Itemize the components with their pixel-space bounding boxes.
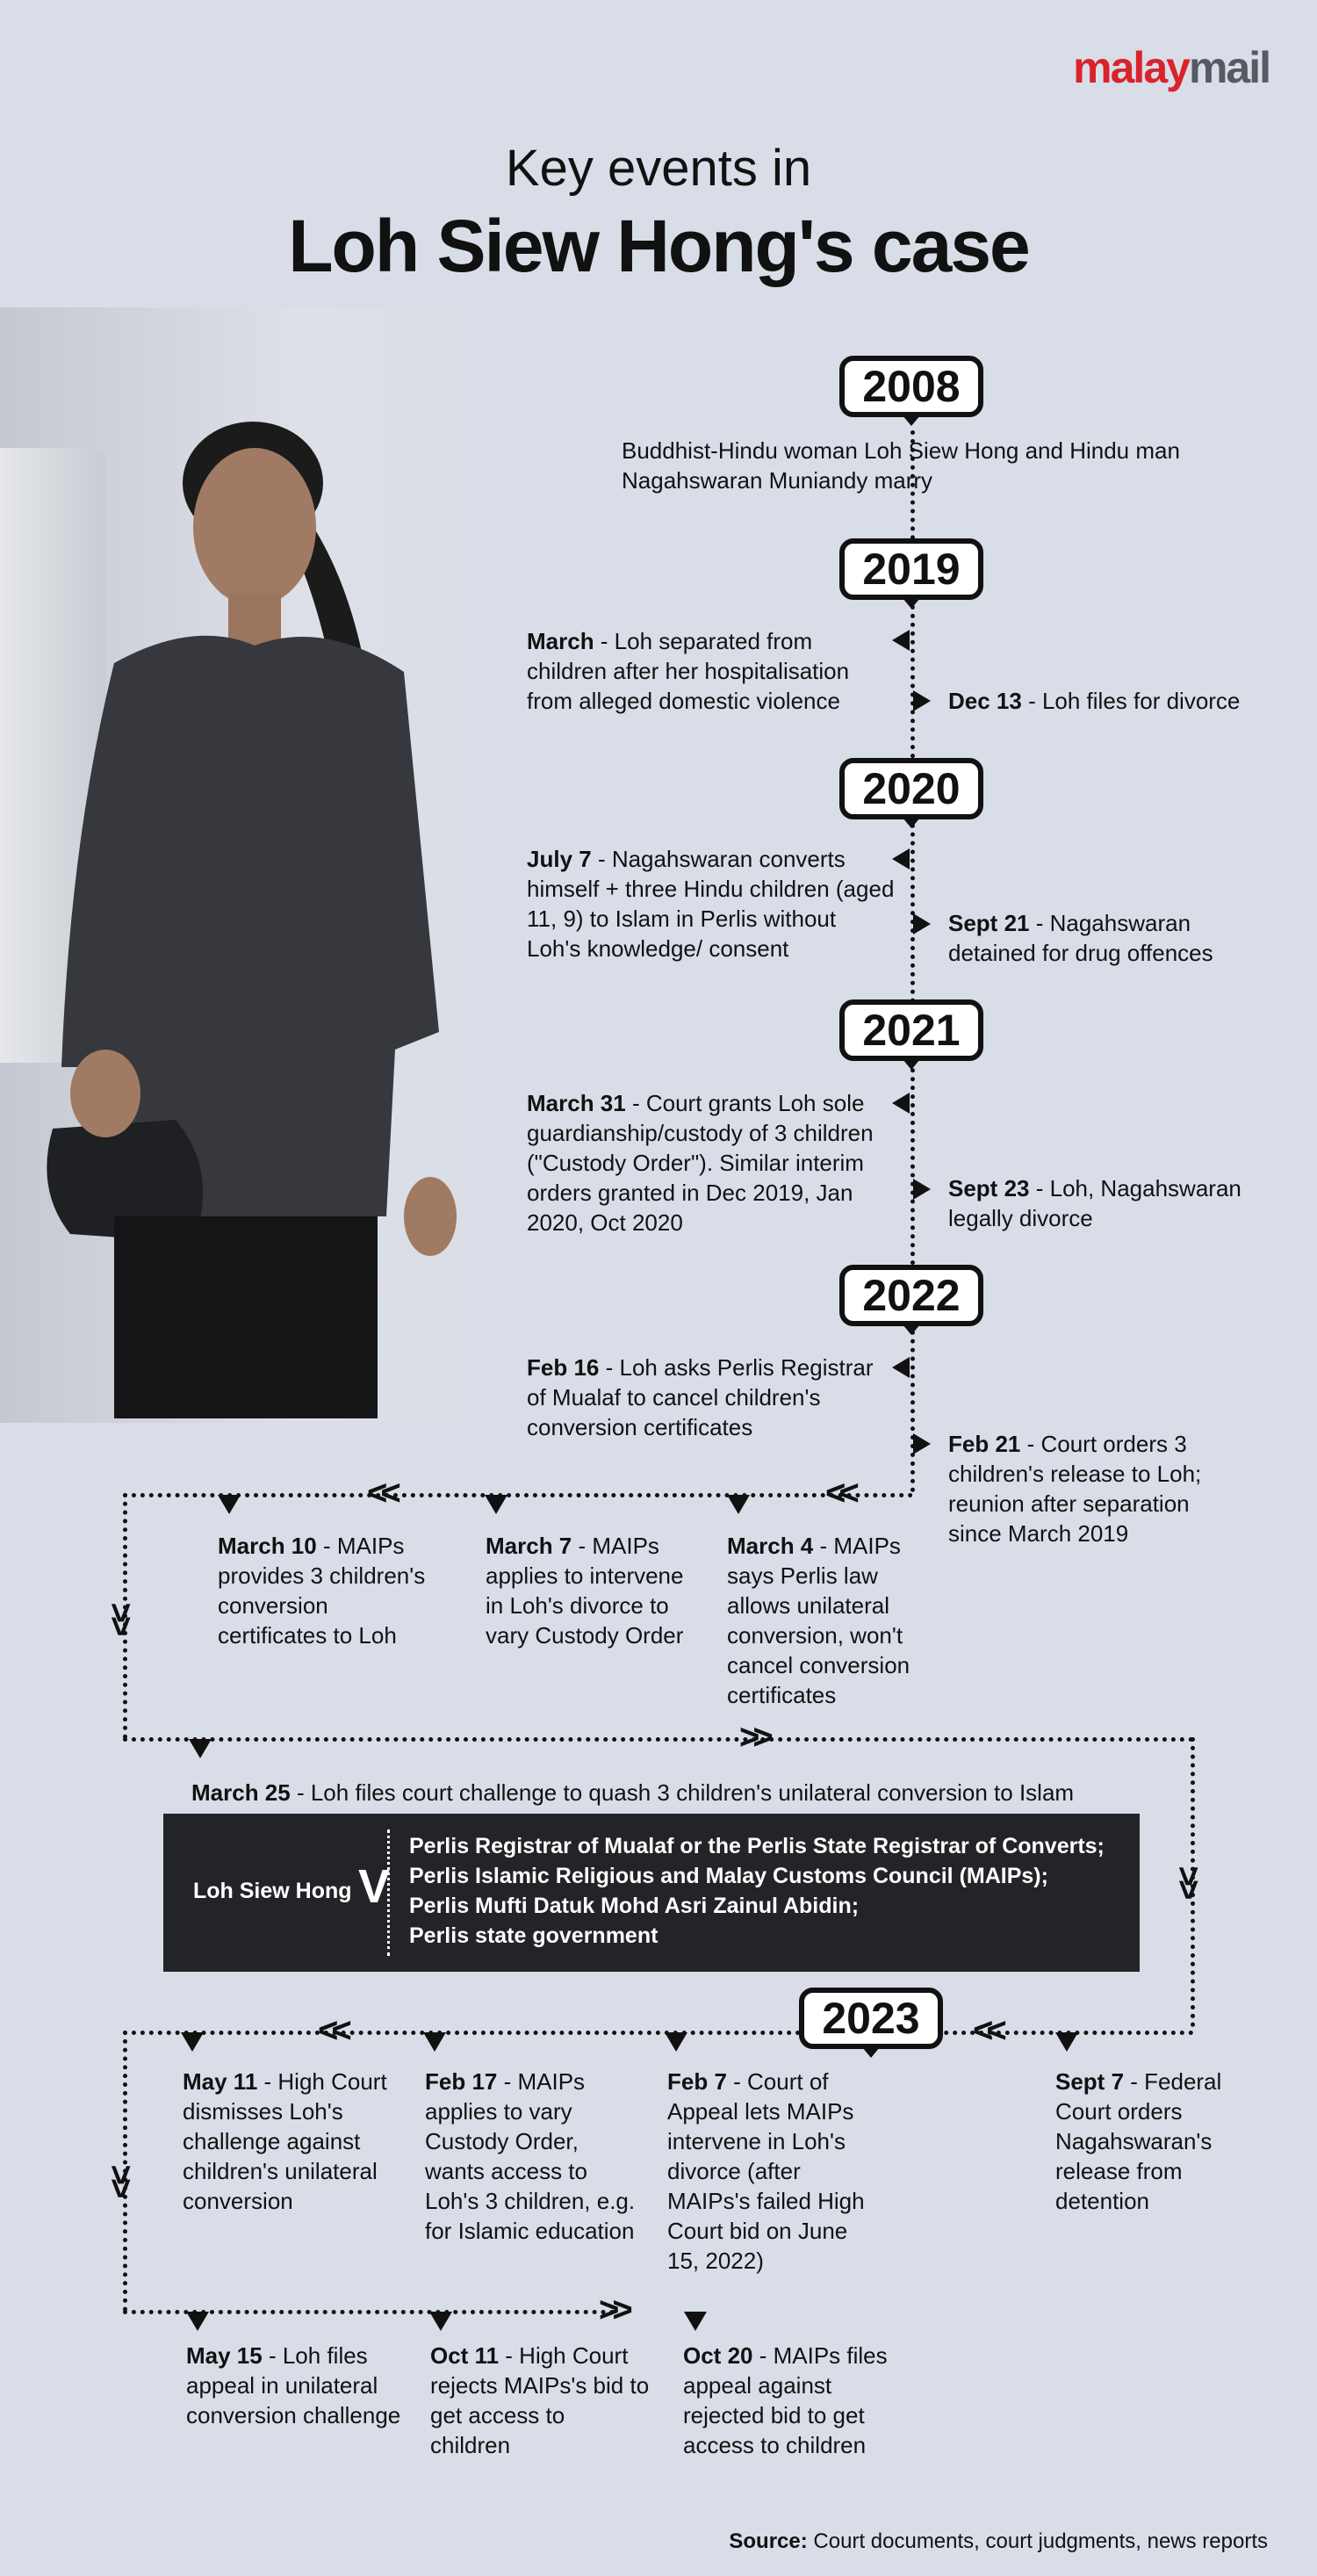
defendant-2: Perlis Islamic Religious and Malay Customs Council (MAIPs); — [409, 1864, 1048, 1888]
event-feb7-2023: Feb 7 - Court of Appeal lets MAIPs intervene in Loh's divorce (after MAIPs's failed High Court bid on June 15, 2022) — [667, 2068, 865, 2274]
year-badge-2022: 2022 — [839, 1265, 983, 1326]
chevron-left-icon: << — [367, 1474, 394, 1512]
event-sept-2020: Sept 21 - Nagahswaran detained for drug offences — [948, 910, 1213, 966]
marker-down — [181, 2032, 204, 2052]
marker-down — [189, 1739, 212, 1758]
versus-label: V — [358, 1860, 391, 1913]
year-badge-2023: 2023 — [799, 1988, 943, 2049]
event-dec-2019: Dec 13 - Loh files for divorce — [948, 688, 1241, 714]
marker-left — [892, 630, 910, 651]
event-feb17-2023: Feb 17 - MAIPs applies to vary Custody Order, wants access to Loh's 3 children, e.g. for Islamic education — [425, 2068, 636, 2244]
year-badge-2019: 2019 — [839, 538, 983, 600]
event-may15-2023: May 15 - Loh files appeal in unilateral conversion challenge — [186, 2342, 401, 2428]
marker-down — [429, 2312, 452, 2331]
chevron-down-icon: >> — [101, 1602, 140, 1630]
marker-down — [218, 1495, 241, 1514]
court-case-box — [163, 1814, 1140, 1972]
loop-bottom-line — [123, 1737, 1194, 1742]
source-credit: Source: Court documents, court judgments, news reports — [729, 2529, 1268, 2553]
marker-down — [186, 2312, 209, 2331]
chevron-right-icon: >> — [599, 2291, 626, 2329]
event-sept7-2022: Sept 7 - Federal Court orders Nagahswaran's release from detention — [1055, 2068, 1222, 2214]
defendant-4: Perlis state government — [409, 1923, 658, 1948]
marker-right — [913, 913, 931, 934]
chevron-left-icon: << — [318, 2011, 345, 2050]
event-march-2019: March - Loh separated from children after her hospitalisation from alleged domestic violence — [527, 628, 850, 714]
event-march25-2022: March 25 - Loh files court challenge to quash 3 children's unilateral conversion to Islam — [191, 1779, 1075, 1806]
year-badge-2008: 2008 — [839, 356, 983, 417]
event-july-2020: July 7 - Nagahswaran converts himself + three Hindu children (aged 11, 9) to Islam in Perlis without Loh's knowledge/ consent — [527, 846, 895, 962]
chevron-left-icon: << — [825, 1474, 853, 1512]
marker-down — [485, 1495, 507, 1514]
malaymail-logo: malaymail — [1073, 43, 1270, 92]
event-march7-2022: March 7 - MAIPs applies to intervene in Loh's divorce to vary Custody Order — [486, 1533, 684, 1649]
event-may11-2023: May 11 - High Court dismisses Loh's challenge against children's unilateral conversion — [183, 2068, 387, 2214]
year-badge-2021: 2021 — [839, 999, 983, 1061]
marker-right — [913, 690, 931, 711]
chevron-down-icon: >> — [1169, 1865, 1208, 1894]
chevron-left-icon: << — [973, 2011, 1000, 2050]
marker-down — [727, 1495, 750, 1514]
event-sept-2021: Sept 23 - Loh, Nagahswaran legally divorce — [948, 1175, 1241, 1231]
defendants-list — [409, 1831, 1105, 1951]
event-oct20-2023: Oct 20 - MAIPs files appeal against rejected bid to get access to children — [683, 2342, 888, 2458]
event-march4-2022: March 4 - MAIPs says Perlis law allows unilateral conversion, won't cancel conversion certificates — [727, 1533, 910, 1708]
page-subtitle: Key events in — [505, 140, 812, 197]
event-oct11-2023: Oct 11 - High Court rejects MAIPs's bid to get access to children — [430, 2342, 650, 2458]
event-feb16-2022: Feb 16 - Loh asks Perlis Registrar of Mualaf to cancel children's conversion certificates — [527, 1354, 874, 1440]
marker-down — [1055, 2032, 1078, 2052]
marker-down — [684, 2312, 707, 2331]
chevron-right-icon: >> — [739, 1718, 766, 1757]
event-2008-marriage: Buddhist-Hindu woman Loh Siew Hong and Hindu man Nagahswaran Muniandy marry — [622, 437, 1180, 494]
marker-right — [913, 1433, 931, 1454]
loop2-top-line — [123, 2031, 1194, 2035]
divider — [387, 1829, 390, 1956]
defendant-1: Perlis Registrar of Mualaf or the Perlis State Registrar of Converts; — [409, 1834, 1105, 1858]
loop-top-line — [123, 1493, 913, 1497]
marker-right — [913, 1179, 931, 1200]
year-badge-2020: 2020 — [839, 758, 983, 819]
chevron-down-icon: >> — [101, 2164, 140, 2192]
event-march-2021: March 31 - Court grants Loh sole guardianship/custody of 3 children ("Custody Order"). Similar interim orders granted in Dec 2019, Jan 2020, Oct 2020 — [527, 1090, 874, 1236]
page-title: Loh Siew Hong's case — [288, 205, 1029, 287]
defendant-3: Perlis Mufti Datuk Mohd Asri Zainul Abidin; — [409, 1894, 860, 1918]
marker-down — [665, 2032, 687, 2052]
plaintiff-name: Loh Siew Hong — [193, 1879, 352, 1903]
marker-down — [423, 2032, 446, 2052]
event-march10-2022: March 10 - MAIPs provides 3 children's conversion certificates to Loh — [218, 1533, 426, 1649]
loh-siew-hong-photo — [18, 400, 509, 1418]
event-feb21-2022: Feb 21 - Court orders 3 children's release to Loh; reunion after separation since March 2019 — [948, 1431, 1202, 1547]
